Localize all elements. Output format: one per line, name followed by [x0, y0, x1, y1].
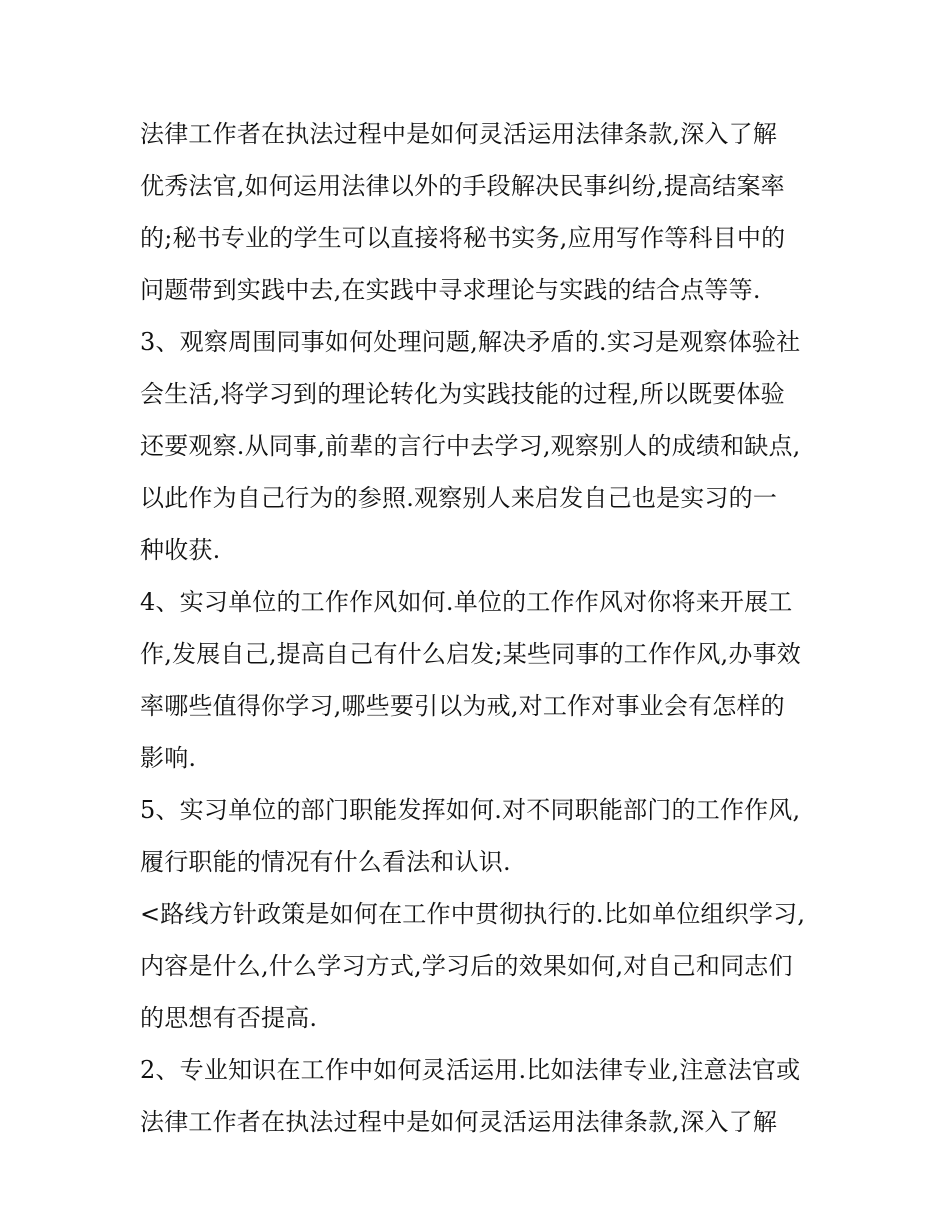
text-line: 内容是什么,什么学习方式,学习后的效果如何,对自己和同志们	[140, 952, 793, 980]
text-line: 率哪些值得你学习,哪些要引以为戒,对工作对事业会有怎样的	[140, 692, 785, 720]
text-line: 3、观察周围同事如何处理问题,解决矛盾的.实习是观察体验社	[140, 328, 801, 356]
text-line: 法律工作者在执法过程中是如何灵活运用法律条款,深入了解	[140, 1108, 778, 1136]
text-line: 问题带到实践中去,在实践中寻求理论与实践的结合点等等.	[140, 276, 761, 304]
text-line: 法律工作者在执法过程中是如何灵活运用法律条款,深入了解	[140, 120, 778, 148]
text-line: 4、实习单位的工作作风如何.单位的工作作风对你将来开展工	[140, 588, 793, 616]
document-body	[140, 108, 820, 1148]
text-line: 的思想有否提高.	[140, 1004, 318, 1032]
text-line: <路线方针政策是如何在工作中贯彻执行的.比如单位组织学习,	[140, 900, 806, 928]
text-line: 作,发展自己,提高自己有什么启发;某些同事的工作作风,办事效	[140, 640, 801, 668]
text-line: 会生活,将学习到的理论转化为实践技能的过程,所以既要体验	[140, 380, 785, 408]
text-line: 以此作为自己行为的参照.观察别人来启发自己也是实习的一	[140, 484, 778, 512]
text-line: 影响.	[140, 744, 197, 772]
text-line: 的;秘书专业的学生可以直接将秘书实务,应用写作等科目中的	[140, 224, 786, 252]
text-line: 2、专业知识在工作中如何灵活运用.比如法律专业,注意法官或	[140, 1056, 801, 1084]
text-line: 履行职能的情况有什么看法和认识.	[140, 848, 511, 876]
text-line: 5、实习单位的部门职能发挥如何.对不同职能部门的工作作风,	[140, 796, 801, 824]
text-line: 还要观察.从同事,前辈的言行中去学习,观察别人的成绩和缺点,	[140, 432, 801, 460]
text-line: 种收获.	[140, 536, 221, 564]
text-line: 优秀法官,如何运用法律以外的手段解决民事纠纷,提高结案率	[140, 172, 785, 200]
